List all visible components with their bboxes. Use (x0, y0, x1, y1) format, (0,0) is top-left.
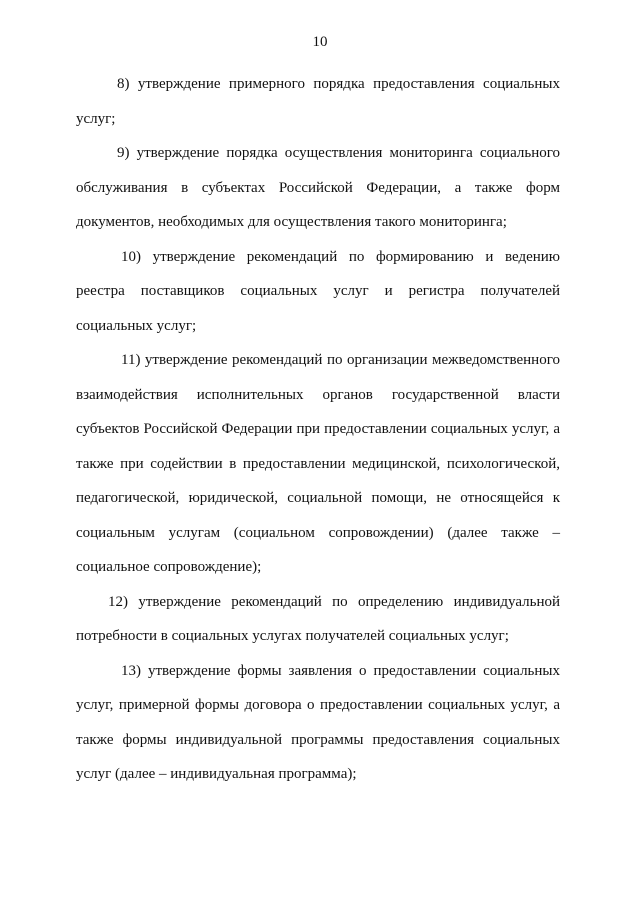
page-number: 10 (312, 34, 328, 50)
paragraph-line: социальных услуг; (76, 317, 197, 334)
paragraph-line: услуг; (76, 110, 116, 127)
paragraph-line: также при содействии в предоставлении медицинской, психологической, (76, 455, 560, 472)
paragraph-line: педагогической, юридической, социальной помощи, не относящейся к (76, 490, 560, 506)
paragraph-line: услуг (далее – индивидуальная программа); (76, 766, 357, 782)
paragraph-line: 11) утверждение рекомендаций по организации межведомственного (121, 352, 560, 368)
paragraph-line: субъектов Российской Федерации при предоставлении социальных услуг, а (76, 421, 560, 437)
paragraph-item-12 (76, 585, 560, 654)
paragraph-item-10 (76, 240, 560, 344)
paragraph-item-9 (76, 136, 560, 240)
paragraph-line: потребности в социальных услугах получателей социальных услуг; (76, 628, 509, 644)
paragraph-line: 12) утверждение рекомендаций по определению индивидуальной (108, 593, 560, 610)
paragraph-item-11 (76, 343, 560, 585)
paragraph-line: социальное сопровождение); (76, 559, 262, 575)
paragraph-item-13 (76, 654, 560, 792)
paragraph-line: документов, необходимых для осуществления такого мониторинга; (76, 214, 507, 230)
paragraph-line: социальным услугам (социальном сопровождении) (далее также – (76, 524, 560, 541)
paragraph-line: обслуживания в субъектах Российской Федерации, а также форм (76, 179, 560, 196)
paragraph-line: взаимодействия исполнительных органов государственной власти (76, 386, 560, 403)
paragraph-line: 13) утверждение формы заявления о предоставлении социальных (121, 662, 560, 679)
document-body (76, 67, 560, 792)
paragraph-item-8 (76, 67, 560, 136)
paragraph-line: услуг, примерной формы договора о предоставлении социальных услуг, а (76, 697, 560, 713)
paragraph-line: реестра поставщиков социальных услуг и регистра получателей (76, 283, 560, 299)
paragraph-line: также формы индивидуальной программы предоставления социальных (76, 731, 560, 748)
paragraph-line: 10) утверждение рекомендаций по формированию и ведению (121, 248, 560, 265)
paragraph-line: 9) утверждение порядка осуществления мониторинга социального (117, 145, 560, 161)
paragraph-line: 8) утверждение примерного порядка предоставления социальных (117, 76, 560, 92)
